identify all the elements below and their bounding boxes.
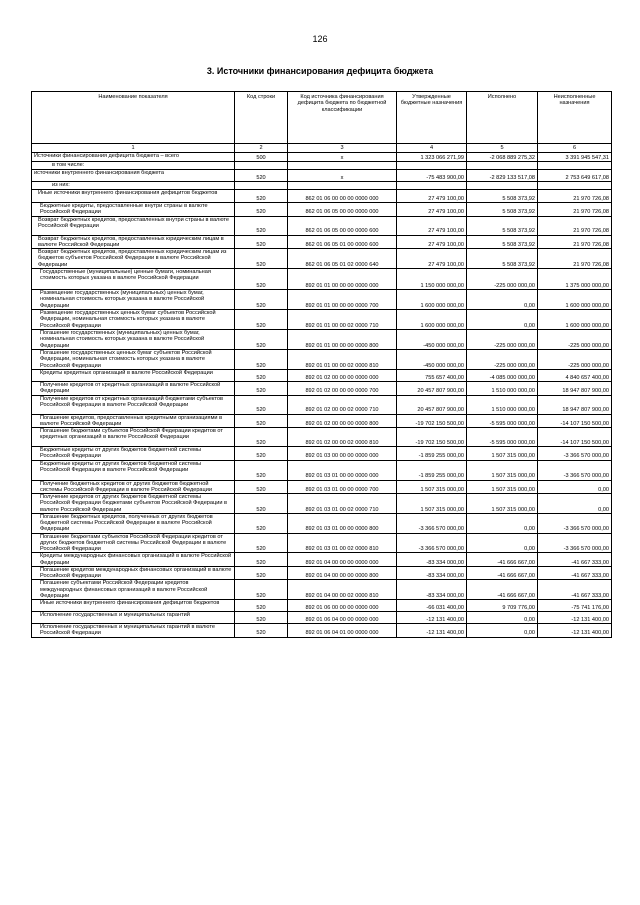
row-name: Бюджетные кредиты, предоставленные внутри страны в валюте Российской Федерации: [32, 203, 235, 217]
row-unexecuted: 21 970 726,08: [538, 216, 612, 235]
row-source-code: 892 01 03 01 00 02 0000 710: [288, 494, 397, 514]
row-unexecuted: -3 366 570 000,00: [538, 460, 612, 480]
row-executed: 9 709 776,00: [467, 600, 538, 612]
row-name: Иные источники внутреннего финансирования дефицитов бюджетов: [32, 190, 235, 203]
row-unexecuted: 0,00: [538, 480, 612, 494]
table-row: [32, 553, 612, 567]
row-name: Бюджетные кредиты от других бюджетов бюджетной системы Российской Федерации: [32, 447, 235, 461]
row-source-code: [288, 162, 397, 170]
row-unexecuted: -14 107 150 500,00: [538, 428, 612, 447]
header-approved: Утвержденные бюджетные назначения: [397, 92, 467, 144]
row-approved: -3 366 570 000,00: [397, 533, 467, 553]
row-source-code: 892 01 06 04 01 00 0000 000: [288, 624, 397, 638]
row-source-code: 892 01 02 00 00 00 0000 700: [288, 382, 397, 396]
row-approved: 27 479 100,00: [397, 203, 467, 217]
table-row: [32, 153, 612, 162]
row-source-code: 892 01 03 00 00 00 0000 000: [288, 447, 397, 461]
row-approved: 755 657 400,00: [397, 370, 467, 382]
table-row: [32, 494, 612, 514]
row-line-code: 520: [235, 513, 288, 533]
row-approved: -1 859 255 000,00: [397, 447, 467, 461]
row-unexecuted: 0,00: [538, 494, 612, 514]
row-executed: 1 510 000 000,00: [467, 382, 538, 396]
row-name: Кредиты международных финансовых организаций в валюте Российской Федерации: [32, 553, 235, 567]
row-unexecuted: -41 667 333,00: [538, 553, 612, 567]
row-executed: -41 666 667,00: [467, 553, 538, 567]
row-approved: 1 600 000 000,00: [397, 310, 467, 330]
row-line-code: 520: [235, 310, 288, 330]
row-executed: 5 508 373,92: [467, 249, 538, 269]
row-line-code: 520: [235, 428, 288, 447]
table-row: [32, 513, 612, 533]
row-name: Получение кредитов от других бюджетов бюджетной системы Российской Федерации бюджетами субъектов Российской Федерации в валюте Российской Федерации: [32, 494, 235, 514]
row-executed: 0,00: [467, 612, 538, 624]
row-line-code: 520: [235, 395, 288, 414]
row-name: Источники финансирования дефицита бюджета – всего: [32, 153, 235, 162]
row-approved: -12 131 400,00: [397, 612, 467, 624]
row-name: Государственные (муниципальные) ценные бумаги, номинальная стоимость которых указана в валюте Российской Федерации: [32, 269, 235, 290]
row-name: Иные источники внутреннего финансирования дефицитов бюджетов: [32, 600, 235, 612]
row-approved: 1 507 315 000,00: [397, 494, 467, 514]
table-row: [32, 162, 612, 170]
row-executed: [467, 182, 538, 190]
row-source-code: 862 01 06 05 01 00 0000 600: [288, 235, 397, 249]
row-executed: -225 000 000,00: [467, 330, 538, 350]
row-name: источники внутреннего финансирования бюджета: [32, 170, 235, 182]
row-executed: 0,00: [467, 310, 538, 330]
row-unexecuted: -12 131 400,00: [538, 612, 612, 624]
row-source-code: 892 01 02 00 00 02 0000 710: [288, 395, 397, 414]
column-number: 4: [397, 144, 467, 153]
column-number: 2: [235, 144, 288, 153]
table-row: [32, 382, 612, 396]
row-name: Кредиты кредитных организаций в валюте Российской Федерации: [32, 370, 235, 382]
row-executed: 5 508 373,92: [467, 203, 538, 217]
row-line-code: 520: [235, 203, 288, 217]
row-executed: 1 507 315 000,00: [467, 494, 538, 514]
row-line-code: 520: [235, 249, 288, 269]
row-approved: -66 031 400,00: [397, 600, 467, 612]
table-row: [32, 566, 612, 580]
row-executed: 0,00: [467, 513, 538, 533]
row-unexecuted: -14 107 150 500,00: [538, 414, 612, 428]
row-approved: -450 000 000,00: [397, 350, 467, 370]
row-approved: -83 334 000,00: [397, 553, 467, 567]
row-unexecuted: -3 366 570 000,00: [538, 533, 612, 553]
row-approved: 27 479 100,00: [397, 216, 467, 235]
table-row: [32, 235, 612, 249]
table-row: [32, 170, 612, 182]
row-line-code: 520: [235, 414, 288, 428]
row-line-code: 520: [235, 216, 288, 235]
row-line-code: 520: [235, 330, 288, 350]
row-approved: -75 483 900,00: [397, 170, 467, 182]
table-row: [32, 395, 612, 414]
row-line-code: [235, 162, 288, 170]
table-row: [32, 580, 612, 600]
row-executed: -5 595 000 000,00: [467, 414, 538, 428]
row-source-code: x: [288, 170, 397, 182]
row-executed: -5 595 000 000,00: [467, 428, 538, 447]
row-name: Получение кредитов от кредитных организаций бюджетами субъектов Российской Федерации в валюте Российской Федерации: [32, 395, 235, 414]
header-indicator-name: Наименование показателя: [32, 92, 235, 144]
row-unexecuted: 21 970 726,08: [538, 203, 612, 217]
row-line-code: 520: [235, 235, 288, 249]
row-executed: 1 507 315 000,00: [467, 460, 538, 480]
row-approved: -450 000 000,00: [397, 330, 467, 350]
column-number: 1: [32, 144, 235, 153]
row-line-code: 520: [235, 269, 288, 290]
row-executed: [467, 162, 538, 170]
row-executed: -4 085 000 000,00: [467, 370, 538, 382]
row-source-code: 892 01 04 00 00 00 0000 000: [288, 553, 397, 567]
table-row: [32, 447, 612, 461]
header-source-code: Код источника финансирования дефицита бюджета по бюджетной классификации: [288, 92, 397, 144]
row-name: Возврат бюджетных кредитов, предоставленных юридическим лицам из бюджетов субъектов Российской Федерации в валюте Российской Федерации: [32, 249, 235, 269]
row-approved: [397, 182, 467, 190]
row-source-code: 892 01 01 00 00 02 0000 810: [288, 350, 397, 370]
row-line-code: 520: [235, 533, 288, 553]
row-name: из них:: [32, 182, 235, 190]
table-header-row: [32, 92, 612, 144]
row-approved: 1 150 000 000,00: [397, 269, 467, 290]
row-approved: 27 479 100,00: [397, 249, 467, 269]
table-row: [32, 216, 612, 235]
row-line-code: 500: [235, 153, 288, 162]
row-unexecuted: -12 131 400,00: [538, 624, 612, 638]
row-approved: 1 323 066 271,99: [397, 153, 467, 162]
row-source-code: 892 01 06 00 00 00 0000 000: [288, 600, 397, 612]
row-name: Возврат бюджетных кредитов, предоставленных внутри страны в валюте Российской Федерации: [32, 216, 235, 235]
row-source-code: [288, 182, 397, 190]
row-executed: -41 666 667,00: [467, 566, 538, 580]
row-source-code: x: [288, 153, 397, 162]
row-approved: [397, 162, 467, 170]
table-row: [32, 182, 612, 190]
row-unexecuted: -225 000 000,00: [538, 350, 612, 370]
row-line-code: 520: [235, 600, 288, 612]
row-name: Возврат бюджетных кредитов, предоставленных юридическим лицам в валюте Российской Федерации: [32, 235, 235, 249]
row-name: Погашение бюджетами субъектов Российской Федерации кредитов от кредитных организаций в валюте Российской Федерации: [32, 428, 235, 447]
row-name: в том числе:: [32, 162, 235, 170]
row-source-code: 892 01 01 00 00 00 0000 000: [288, 269, 397, 290]
table-body: [32, 153, 612, 638]
row-line-code: 520: [235, 553, 288, 567]
row-name: Погашение кредитов международных финансовых организаций в валюте Российской Федерации: [32, 566, 235, 580]
row-source-code: 892 01 03 01 00 02 0000 810: [288, 533, 397, 553]
row-unexecuted: -3 366 570 000,00: [538, 447, 612, 461]
table-row: [32, 190, 612, 203]
row-approved: 27 479 100,00: [397, 235, 467, 249]
row-name: Размещение государственных ценных бумаг субъектов Российской Федерации, номинальная стоимость которых указана в валюте Российской Федерации: [32, 310, 235, 330]
row-unexecuted: -3 366 570 000,00: [538, 513, 612, 533]
row-executed: 5 508 373,92: [467, 216, 538, 235]
row-approved: -1 859 255 000,00: [397, 460, 467, 480]
row-source-code: 892 01 03 01 00 00 0000 700: [288, 480, 397, 494]
table-row: [32, 310, 612, 330]
row-executed: -225 000 000,00: [467, 350, 538, 370]
table-row: [32, 350, 612, 370]
page-number: 126: [312, 34, 328, 44]
row-unexecuted: -225 000 000,00: [538, 330, 612, 350]
table-row: [32, 370, 612, 382]
row-line-code: [235, 182, 288, 190]
row-approved: 20 457 807 900,00: [397, 395, 467, 414]
row-name: Исполнение государственных и муниципальных гарантий: [32, 612, 235, 624]
row-line-code: 520: [235, 190, 288, 203]
row-unexecuted: 18 947 807 900,00: [538, 395, 612, 414]
row-line-code: 520: [235, 170, 288, 182]
row-unexecuted: 1 600 000 000,00: [538, 290, 612, 310]
header-line-code: Код строки: [235, 92, 288, 144]
row-line-code: 520: [235, 382, 288, 396]
column-number: 6: [538, 144, 612, 153]
table-row: [32, 203, 612, 217]
row-source-code: 892 01 02 00 00 00 0000 000: [288, 370, 397, 382]
row-line-code: 520: [235, 612, 288, 624]
row-name: Погашение бюджетных кредитов, полученных от других бюджетов бюджетной системы Российской Федерации в валюте Российской Федерации: [32, 513, 235, 533]
row-executed: 0,00: [467, 290, 538, 310]
table-row: [32, 480, 612, 494]
row-unexecuted: 2 753 649 617,08: [538, 170, 612, 182]
table-row: [32, 428, 612, 447]
row-unexecuted: 4 840 657 400,00: [538, 370, 612, 382]
table-row: [32, 533, 612, 553]
row-executed: -2 829 133 517,08: [467, 170, 538, 182]
row-source-code: 892 01 04 00 00 00 0000 800: [288, 566, 397, 580]
row-source-code: 892 01 02 00 00 02 0000 810: [288, 428, 397, 447]
row-line-code: 520: [235, 290, 288, 310]
row-unexecuted: 21 970 726,08: [538, 190, 612, 203]
row-approved: -3 366 570 000,00: [397, 513, 467, 533]
row-source-code: 862 01 06 00 00 00 0000 000: [288, 190, 397, 203]
row-executed: -41 666 667,00: [467, 580, 538, 600]
row-name: Погашение государственных (муниципальных) ценных бумаг, номинальная стоимость которых указана в валюте Российской Федерации: [32, 330, 235, 350]
row-approved: 1 600 000 000,00: [397, 290, 467, 310]
row-line-code: 520: [235, 566, 288, 580]
row-executed: -2 068 889 275,32: [467, 153, 538, 162]
row-line-code: 520: [235, 494, 288, 514]
row-unexecuted: 21 970 726,08: [538, 235, 612, 249]
table-row: [32, 460, 612, 480]
row-source-code: 892 01 06 04 00 00 0000 000: [288, 612, 397, 624]
row-source-code: 862 01 06 05 00 00 0000 600: [288, 216, 397, 235]
row-executed: 5 508 373,92: [467, 235, 538, 249]
row-executed: 1 507 315 000,00: [467, 447, 538, 461]
row-line-code: 520: [235, 460, 288, 480]
row-unexecuted: -75 741 176,00: [538, 600, 612, 612]
table-row: [32, 269, 612, 290]
row-unexecuted: 1 600 000 000,00: [538, 310, 612, 330]
row-approved: 20 457 807 900,00: [397, 382, 467, 396]
row-executed: 1 507 315 000,00: [467, 480, 538, 494]
row-executed: 0,00: [467, 533, 538, 553]
row-source-code: 892 01 01 00 00 00 0000 800: [288, 330, 397, 350]
row-line-code: 520: [235, 580, 288, 600]
row-source-code: 892 01 01 00 00 02 0000 710: [288, 310, 397, 330]
row-approved: -19 702 150 500,00: [397, 428, 467, 447]
row-approved: -12 131 400,00: [397, 624, 467, 638]
row-source-code: 862 01 06 05 01 02 0000 640: [288, 249, 397, 269]
row-source-code: 892 01 03 01 00 00 0000 800: [288, 513, 397, 533]
row-unexecuted: 18 947 807 900,00: [538, 382, 612, 396]
row-source-code: 892 01 01 00 00 00 0000 700: [288, 290, 397, 310]
section-title: 3. Источники финансирования дефицита бюджета: [206, 66, 434, 76]
row-source-code: 892 01 02 00 00 00 0000 800: [288, 414, 397, 428]
table-row: [32, 624, 612, 638]
row-executed: 5 508 373,92: [467, 190, 538, 203]
row-name: Погашение государственных ценных бумаг субъектов Российской Федерации, номинальная стоимость которых указана в валюте Российской Федерации: [32, 350, 235, 370]
row-name: Получение бюджетных кредитов от других бюджетов бюджетной системы Российской Федерации в валюте Российской Федерации: [32, 480, 235, 494]
table-row: [32, 600, 612, 612]
row-source-code: 862 01 06 05 00 00 0000 000: [288, 203, 397, 217]
row-unexecuted: 21 970 726,08: [538, 249, 612, 269]
row-line-code: 520: [235, 447, 288, 461]
column-number: 3: [288, 144, 397, 153]
row-approved: -19 702 150 500,00: [397, 414, 467, 428]
table-row: [32, 330, 612, 350]
table-row: [32, 612, 612, 624]
header-executed: Исполнено: [467, 92, 538, 144]
row-source-code: 892 01 03 01 00 00 0000 000: [288, 460, 397, 480]
row-unexecuted: [538, 182, 612, 190]
row-unexecuted: [538, 162, 612, 170]
row-name: Погашение кредитов, предоставленных кредитными организациями в валюте Российской Федерации: [32, 414, 235, 428]
row-line-code: 520: [235, 624, 288, 638]
row-approved: -83 334 000,00: [397, 566, 467, 580]
row-line-code: 520: [235, 370, 288, 382]
row-unexecuted: 3 391 945 547,31: [538, 153, 612, 162]
row-unexecuted: -41 667 333,00: [538, 580, 612, 600]
row-name: Исполнение государственных и муниципальных гарантий в валюте Российской Федерации: [32, 624, 235, 638]
row-unexecuted: 1 375 000 000,00: [538, 269, 612, 290]
row-executed: 0,00: [467, 624, 538, 638]
row-approved: 1 507 315 000,00: [397, 480, 467, 494]
row-unexecuted: -41 667 333,00: [538, 566, 612, 580]
column-number-row: [32, 144, 612, 153]
row-name: Получение кредитов от кредитных организаций в валюте Российской Федерации: [32, 382, 235, 396]
row-approved: 27 479 100,00: [397, 190, 467, 203]
row-name: Бюджетные кредиты от других бюджетов бюджетной системы Российской Федерации в валюте Российской Федерации: [32, 460, 235, 480]
table-row: [32, 290, 612, 310]
column-number: 5: [467, 144, 538, 153]
row-name: Погашение субъектами Российской Федерации кредитов международных финансовых организаций в валюте Российской Федерации: [32, 580, 235, 600]
row-name: Погашение бюджетами субъектов Российской Федерации кредитов от других бюджетов бюджетной системы Российской Федерации в валюте Российской Федерации: [32, 533, 235, 553]
row-approved: -83 334 000,00: [397, 580, 467, 600]
row-line-code: 520: [235, 350, 288, 370]
table-row: [32, 414, 612, 428]
header-unexecuted: Неисполненные назначения: [538, 92, 612, 144]
table-row: [32, 249, 612, 269]
row-line-code: 520: [235, 480, 288, 494]
row-executed: -225 000 000,00: [467, 269, 538, 290]
row-name: Размещение государственных (муниципальных) ценных бумаг, номинальная стоимость которых указана в валюте Российской Федерации: [32, 290, 235, 310]
row-executed: 1 510 000 000,00: [467, 395, 538, 414]
financing-sources-table: [31, 91, 612, 638]
row-source-code: 892 01 04 00 00 02 0000 810: [288, 580, 397, 600]
